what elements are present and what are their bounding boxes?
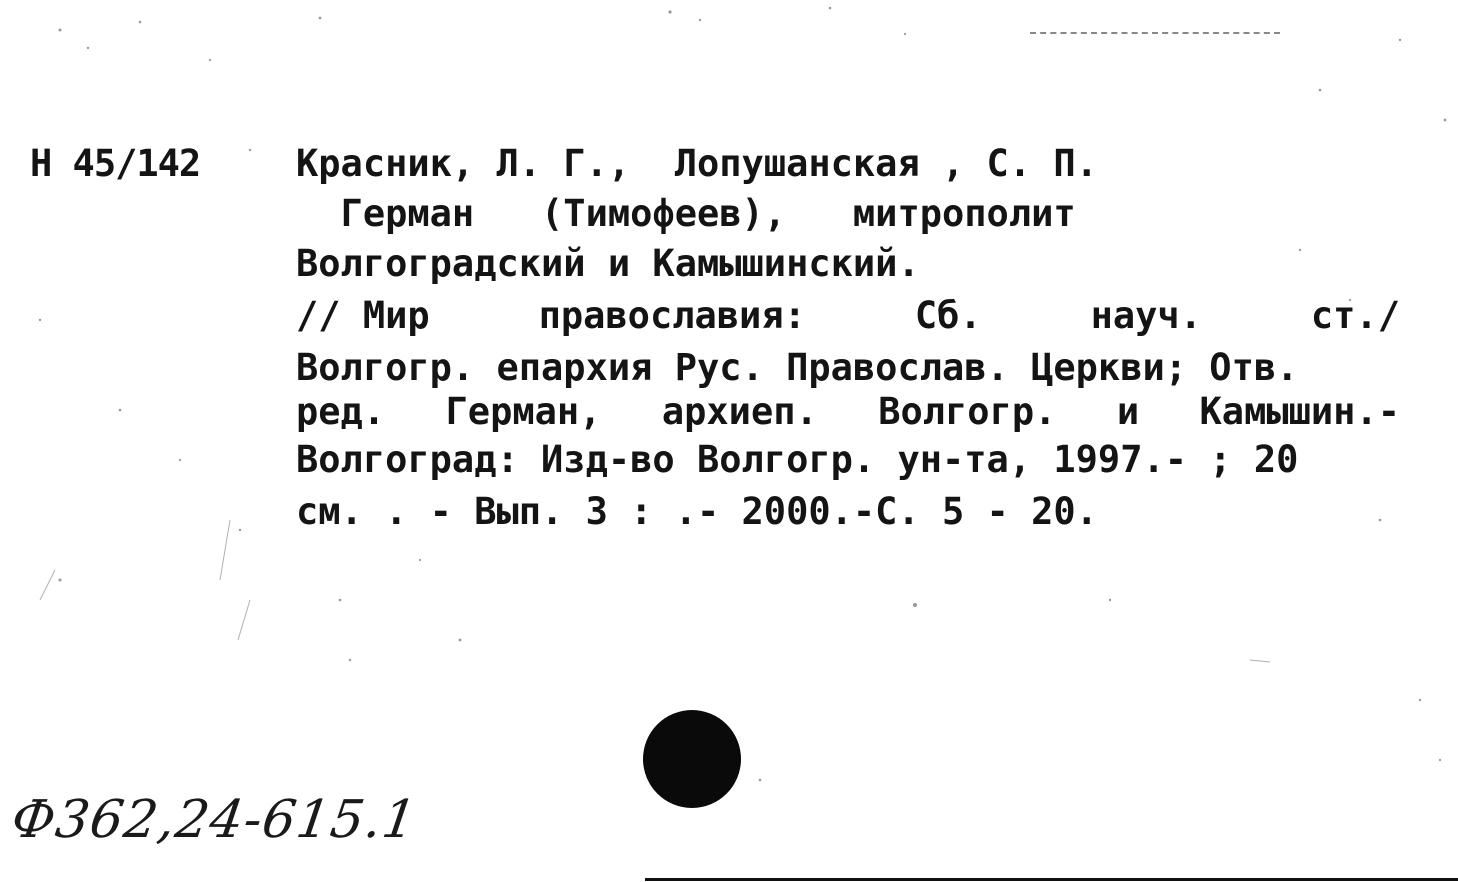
entry-line-7: Волгоград: Изд-во Волгогр. ун-та, 1997.- ; 20 [296, 438, 1299, 481]
entry-line-4-word: // Мир [296, 294, 430, 337]
entry-line-6-word: ред. [296, 390, 386, 433]
entry-line-6-word: Камышин.- [1199, 390, 1400, 433]
shelfmark: Н 45/142 [30, 142, 201, 185]
entry-line-8: см. . - Вып. 3 : .- 2000.-С. 5 - 20. [296, 490, 1098, 533]
entry-line-6-word: Герман, [445, 390, 602, 433]
entry-line-5: Волгогр. епархия Рус. Православ. Церкви; Отв. [296, 346, 1299, 389]
entry-line-4-word: науч. [1090, 294, 1202, 337]
bottom-rule [645, 878, 1458, 881]
entry-line-4-word: православия: [538, 294, 806, 337]
entry-line-4 [296, 292, 1400, 340]
entry-line-6 [296, 388, 1400, 436]
entry-line-6-word: архиеп. [661, 390, 818, 433]
entry-line-3: Волгоградский и Камышинский. [296, 242, 920, 285]
top-dashed-rule [1030, 32, 1280, 34]
entry-line-6-word: Волгогр. [878, 390, 1057, 433]
handwritten-classification-code: Ф362,24-615.1 [7, 790, 421, 850]
entry-line-4-word: ст./ [1310, 294, 1400, 337]
entry-line-6-word: и [1116, 390, 1140, 433]
entry-line-4-word: Сб. [914, 294, 982, 337]
entry-line-1: Красник, Л. Г., Лопушанская , С. П. [296, 142, 1098, 185]
punch-hole [643, 710, 741, 808]
entry-line-2: Герман (Тимофеев), митрополит [296, 192, 1076, 235]
